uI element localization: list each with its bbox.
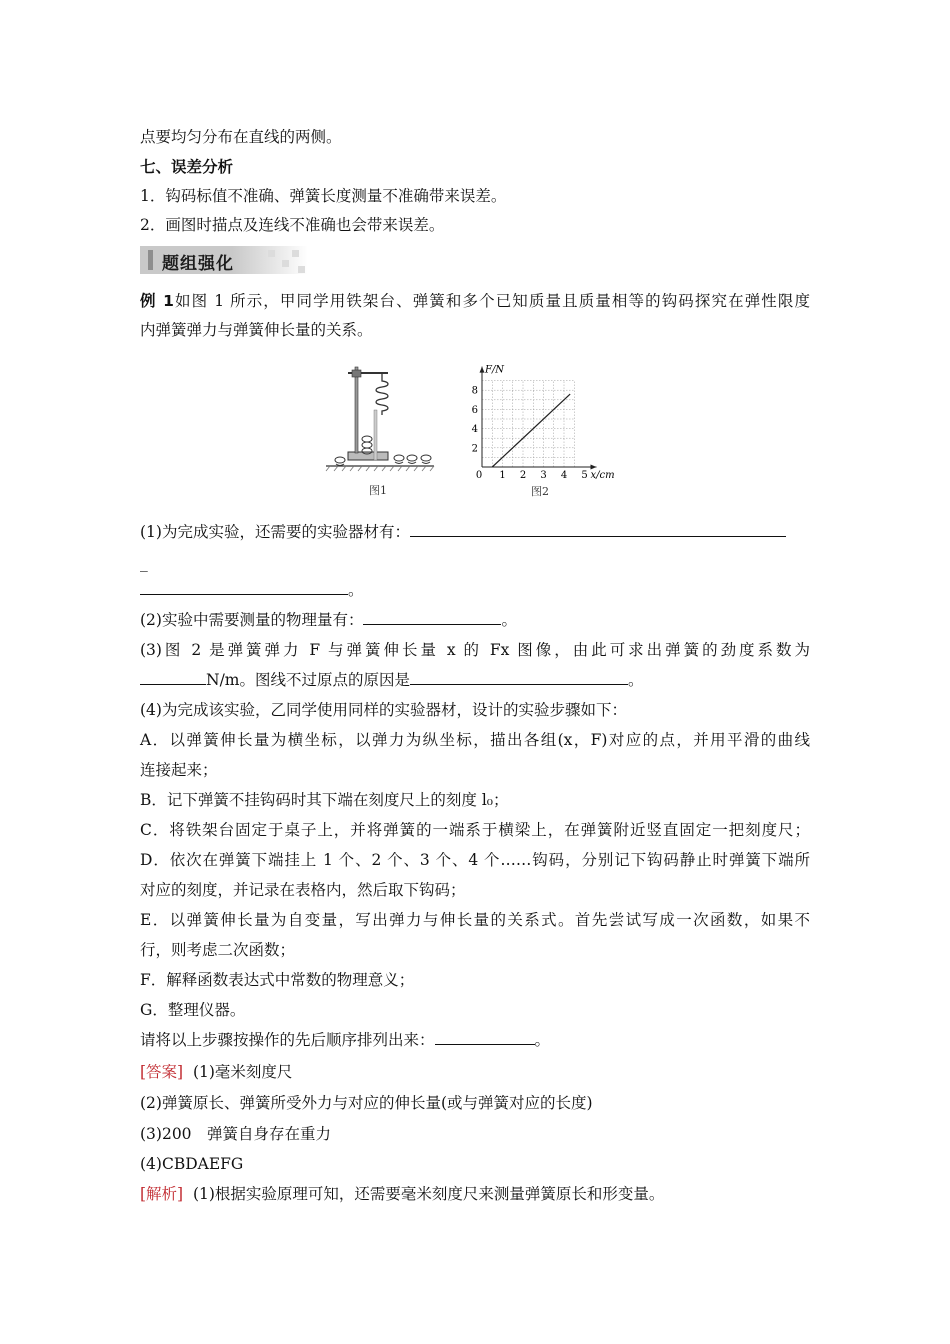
figure-2-graph xyxy=(460,350,620,500)
y-tick-label: 2 xyxy=(471,443,478,455)
step-d-line-1: D．依次在弹簧下端挂上 1 个、2 个、3 个、4 个……钩码，分别记下钩码静止时弹簧下端所 xyxy=(140,851,810,869)
banner-square xyxy=(292,250,299,257)
answer-3: (3)200 弹簧自身存在重力 xyxy=(140,1125,332,1143)
spring xyxy=(376,373,388,415)
y-tick-label: 8 xyxy=(471,385,478,397)
step-b: B．记下弹簧不挂钩码时其下端在刻度尺上的刻度 l₀； xyxy=(140,791,509,809)
y-tick-label: 4 xyxy=(471,424,478,436)
banner-bar xyxy=(148,250,153,270)
analysis-line xyxy=(140,1184,664,1204)
section-banner xyxy=(140,246,308,274)
clamp xyxy=(352,370,361,377)
series-line xyxy=(492,394,570,467)
answer-blank[interactable] xyxy=(363,610,501,625)
step-g: G．整理仪器。 xyxy=(140,1001,246,1019)
question-1-text: (1)为完成实验，还需要的实验器材有： xyxy=(140,523,410,541)
answer-blank[interactable] xyxy=(410,522,786,537)
y-tick-label: 6 xyxy=(471,404,478,416)
question-2-end: 。 xyxy=(501,611,517,629)
x-tick-labels xyxy=(499,470,587,481)
intro-line: 点要均匀分布在直线的两侧。 xyxy=(140,128,342,146)
question-1 xyxy=(140,522,786,542)
question-3-line-2 xyxy=(140,670,644,690)
answer-tag: [答案] xyxy=(140,1063,184,1081)
y-axis-arrow xyxy=(480,367,485,373)
x-tick-label: 2 xyxy=(519,470,527,481)
x-tick-label: 3 xyxy=(540,470,547,481)
step-e-line-2: 行，则考虑二次函数； xyxy=(140,941,296,959)
answer-blank[interactable] xyxy=(140,670,206,685)
question-4: (4)为完成该实验，乙同学使用同样的实验器材，设计的实验步骤如下： xyxy=(140,701,627,719)
question-1-end: 。 xyxy=(348,581,364,599)
step-a-line-1: A．以弹簧伸长量为横坐标，以弹力为纵坐标，描出各组(x，F)对应的点，并用平滑的曲线 xyxy=(140,731,810,749)
question-2-text: (2)实验中需要测量的物理量有： xyxy=(140,611,364,629)
answer-line-1 xyxy=(140,1062,292,1082)
example-text-1: 如图 1 所示，甲同学用铁架台、弹簧和多个已知质量且质量相等的钩码探究在弹性限度 xyxy=(173,292,811,310)
analysis-text: (1)根据实验原理可知，还需要毫米刻度尺来测量弹簧原长和形变量。 xyxy=(192,1185,665,1203)
figure-2-caption: 图2 xyxy=(531,485,549,498)
question-3-line-1: (3)图 2 是弹簧弹力 F 与弹簧伸长量 x 的 Fx 图像，由此可求出弹簧的劲度系数为 xyxy=(140,641,810,659)
step-c: C．将铁架台固定于桌子上，并将弹簧的一端系于横梁上，在弹簧附近竖直固定一把刻度尺； xyxy=(140,821,810,839)
y-tick-labels xyxy=(472,386,478,455)
question-3-unit: N/m。图线不过原点的原因是 xyxy=(206,671,410,689)
banner-square xyxy=(298,266,305,273)
order-question xyxy=(140,1030,550,1050)
table-hatching xyxy=(326,466,434,471)
hook-weights xyxy=(335,436,431,466)
answer-1: (1)毫米刻度尺 xyxy=(192,1063,293,1081)
question-2 xyxy=(140,610,517,630)
answer-blank[interactable] xyxy=(410,670,628,685)
figure-1-apparatus xyxy=(322,355,442,500)
banner-square xyxy=(268,250,275,257)
y-axis-label: F/N xyxy=(485,364,505,376)
order-text: 请将以上步骤按操作的先后顺序排列出来： xyxy=(140,1031,435,1049)
scale-ruler xyxy=(374,410,377,460)
stand-base xyxy=(348,452,388,460)
origin-label: 0 xyxy=(475,470,483,481)
answer-blank[interactable] xyxy=(140,580,348,595)
x-tick-label: 5 xyxy=(581,470,588,481)
x-tick-label: 1 xyxy=(499,470,506,481)
question-1-dash: _ xyxy=(140,554,148,572)
x-axis-label: x/cm xyxy=(590,470,615,481)
analysis-tag: [解析] xyxy=(140,1185,184,1203)
step-e-line-1: E．以弹簧伸长量为自变量，写出弹力与伸长量的关系式。首先尝试写成一次函数，如果不 xyxy=(140,911,810,929)
question-1-cont xyxy=(140,580,364,600)
chart-grid xyxy=(482,381,574,467)
question-3-end: 。 xyxy=(627,671,644,689)
example-label: 例 1 xyxy=(140,292,174,310)
stand-rod xyxy=(355,367,358,453)
error-item-1: 1．钩码标值不准确、弹簧长度测量不准确带来误差。 xyxy=(140,187,507,205)
x-axis-arrow xyxy=(591,465,597,470)
step-a-line-2: 连接起来； xyxy=(140,761,218,779)
answer-2: (2)弹簧原长、弹簧所受外力与对应的伸长量(或与弹簧对应的长度) xyxy=(140,1094,593,1112)
error-item-2: 2．画图时描点及连线不准确也会带来误差。 xyxy=(140,216,445,234)
example-line-2: 内弹簧弹力与弹簧伸长量的关系。 xyxy=(140,321,373,339)
banner-square xyxy=(282,260,289,267)
step-f: F．解释函数表达式中常数的物理意义； xyxy=(140,971,415,989)
banner-title: 题组强化 xyxy=(162,254,234,274)
figure-1-caption: 图1 xyxy=(369,484,387,497)
order-end: 。 xyxy=(534,1031,551,1049)
step-d-line-2: 对应的刻度，并记录在表格内，然后取下钩码； xyxy=(140,881,466,899)
example-line-1 xyxy=(140,291,810,311)
answer-blank[interactable] xyxy=(435,1030,535,1045)
section-heading: 七、误差分析 xyxy=(140,158,234,176)
answer-4: (4)CBDAEFG xyxy=(140,1155,244,1173)
x-tick-label: 4 xyxy=(560,470,568,481)
